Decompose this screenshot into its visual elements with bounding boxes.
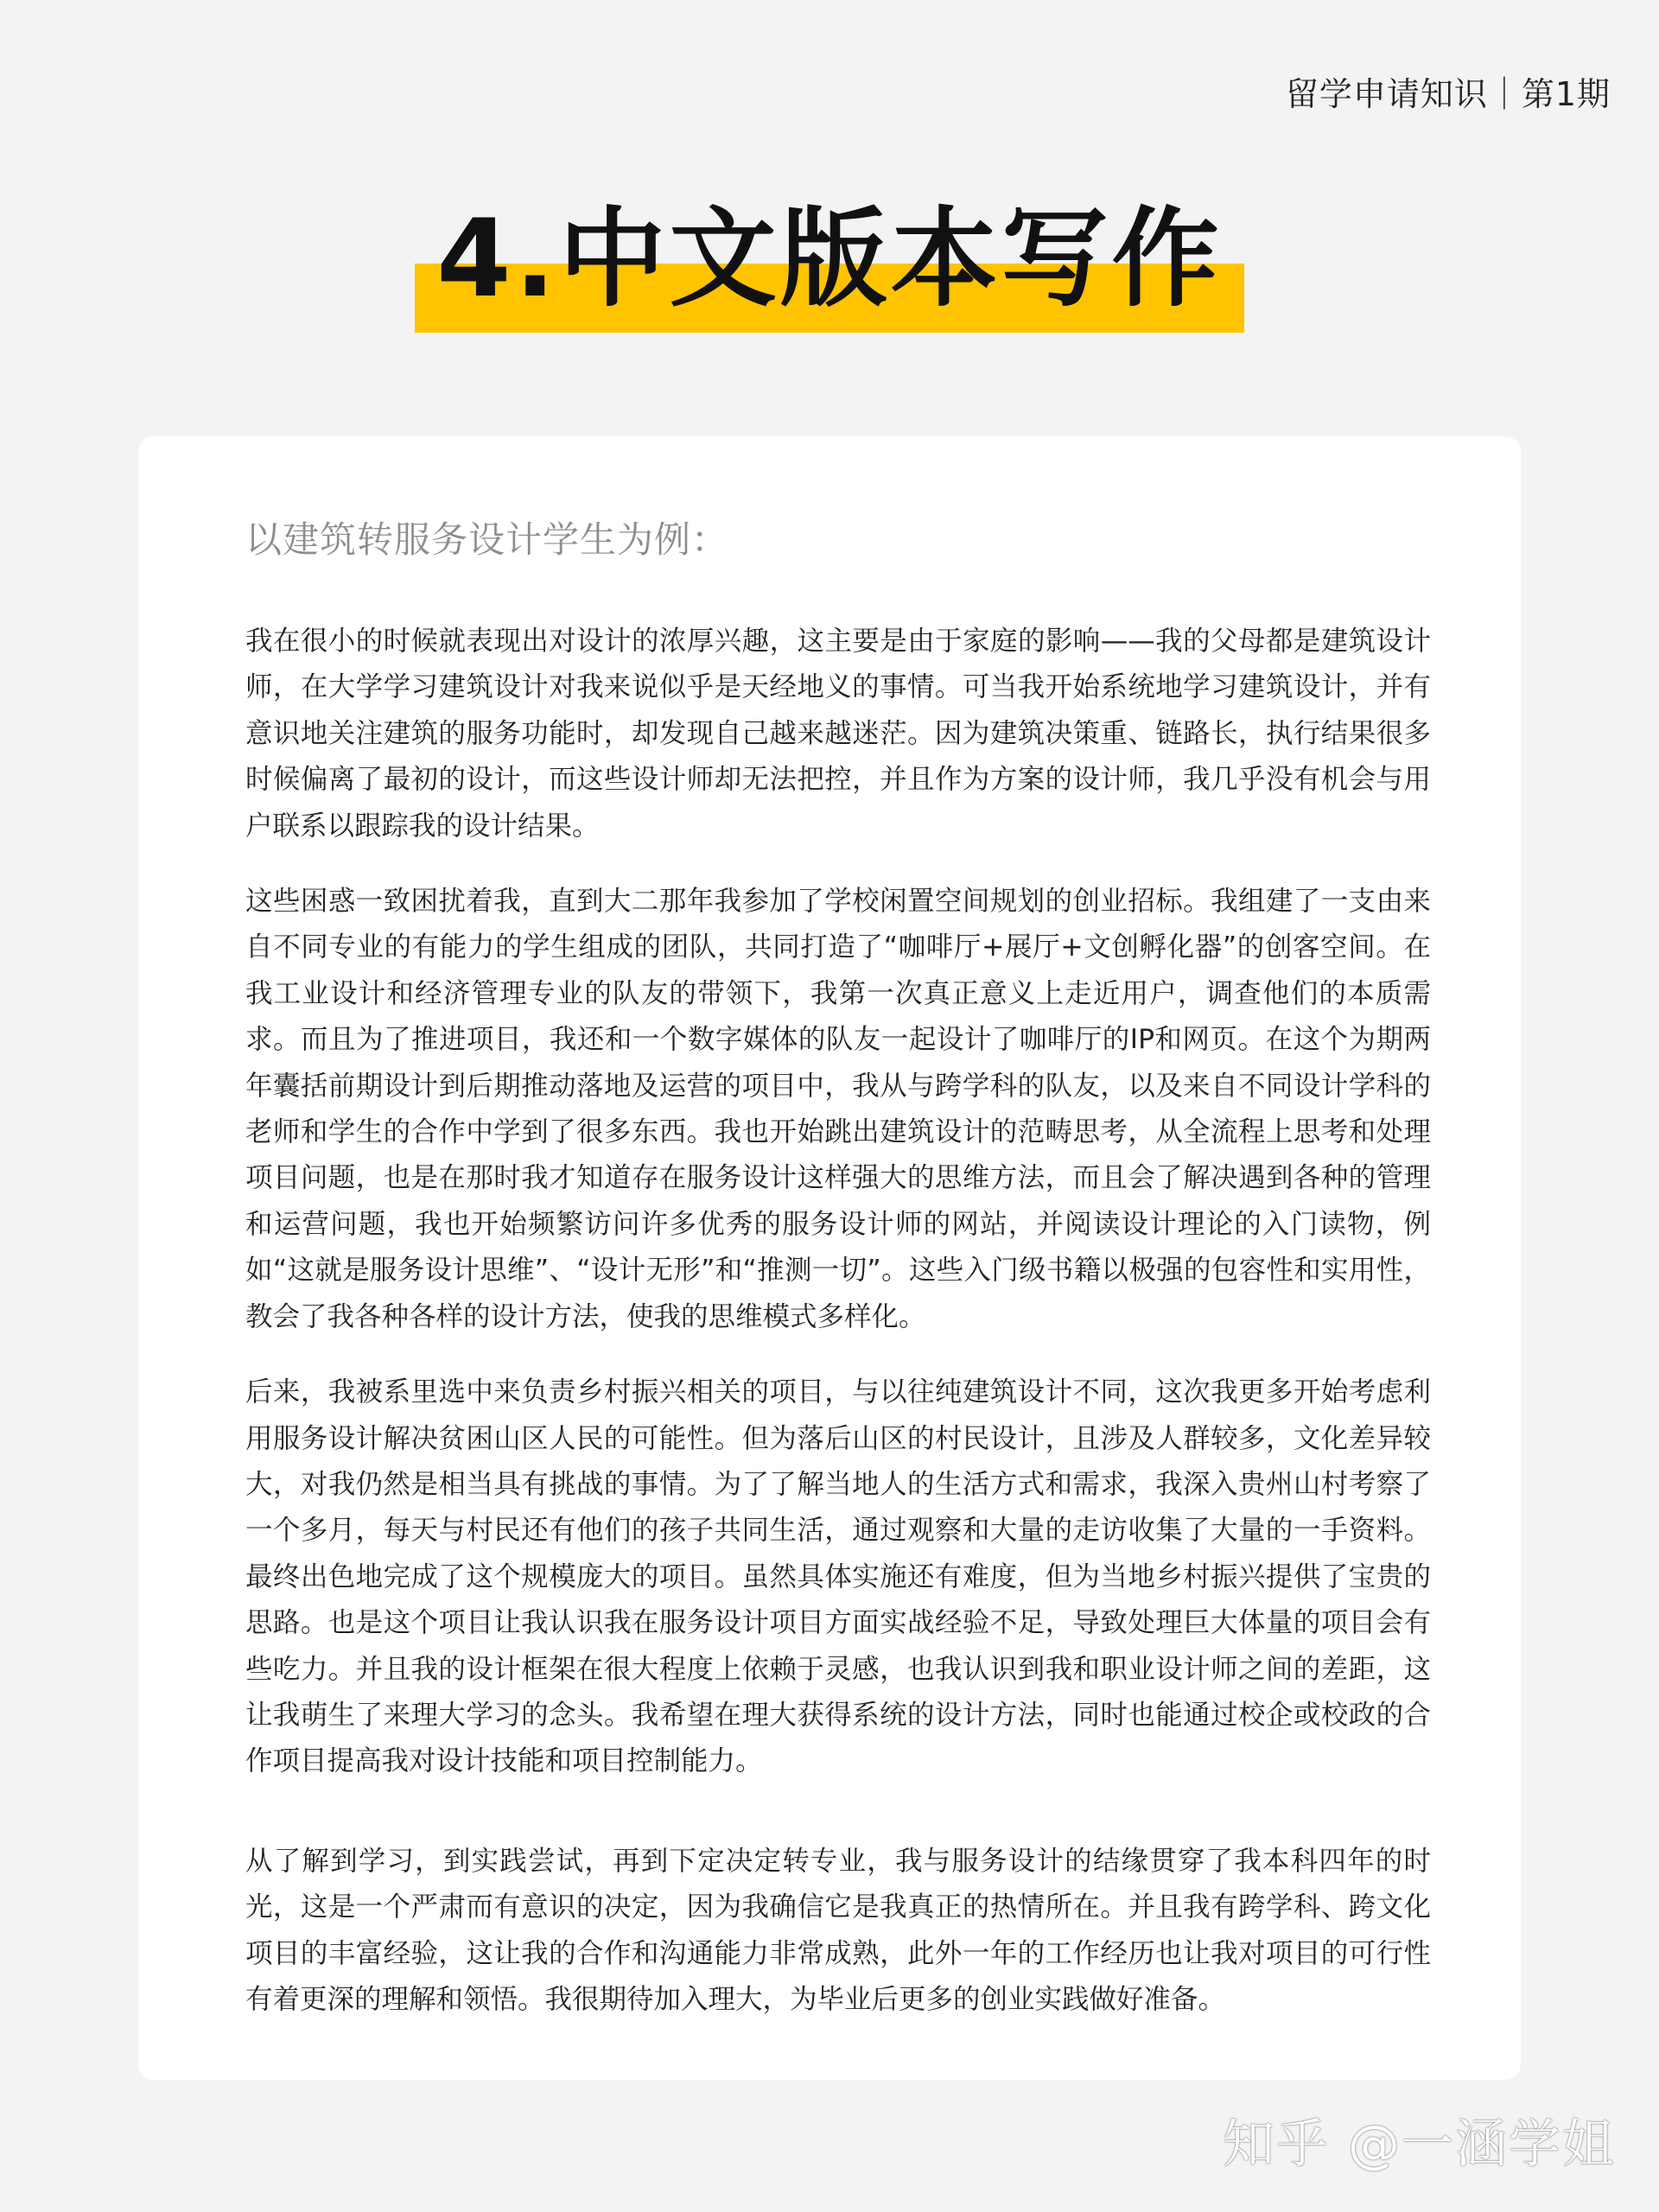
series-tag: 留学申请知识｜第1期 (1285, 75, 1611, 113)
paragraph-1: 我在很小的时候就表现出对设计的浓厚兴趣，这主要是由于家庭的影响——我的父母都是建筑设计师，在大学学习建筑设计对我来说似乎是天经地义的事情。可当我开始系统地学习建筑设计，并有意识地关注建筑的服务功能时，却发现自己越来越迷茫。因为建筑决策重、链路长，执行结果很多时候偏离了最初的设计，而这些设计师却无法把控，并且作为方案的设计师，我几乎没有机会与用户联系以跟踪我的设计结果。 (245, 626, 1431, 842)
card-body (245, 510, 1431, 2052)
content-card (138, 436, 1521, 2080)
page-title: 4.中文版本写作 (436, 197, 1223, 321)
paragraph-3: 后来，我被系里选中来负责乡村振兴相关的项目，与以往纯建筑设计不同，这次我更多开始考虑利用服务设计解决贫困山区人民的可能性。但为落后山区的村民设计，且涉及人群较多，文化差异较大，对我仍然是相当具有挑战的事情。为了了解当地人的生活方式和需求，我深入贵州山村考察了一个多月，每天与村民还有他们的孩子共同生活，通过观察和大量的走访收集了大量的一手资料。最终出色地完成了这个规模庞大的项目。虽然具体实施还有难度，但为当地乡村振兴提供了宝贵的思路。也是这个项目让我认识我在服务设计项目方面实战经验不足，导致处理巨大体量的项目会有些吃力。并且我的设计框架在很大程度上依赖于灵感，也我认识到我和职业设计师之间的差距，这让我萌生了来理大学习的念头。我希望在理大获得系统的设计方法，同时也能通过校企或校政的合作项目提高我对设计技能和项目控制能力。 (245, 1376, 1431, 1777)
title-block (415, 194, 1244, 333)
paragraph-2: 这些困惑一致困扰着我，直到大二那年我参加了学校闲置空间规划的创业招标。我组建了一支由来自不同专业的有能力的学生组成的团队，共同打造了“咖啡厅+展厅+文创孵化器”的创客空间。在我工业设计和经济管理专业的队友的带领下，我第一次真正意义上走近用户，调查他们的本质需求。而且为了推进项目，我还和一个数字媒体的队友一起设计了咖啡厅的IP和网页。在这个为期两年囊括前期设计到后期推动落地及运营的项目中，我从与跨学科的队友，以及来自不同设计学科的老师和学生的合作中学到了很多东西。我也开始跳出建筑设计的范畴思考，从全流程上思考和处理项目问题，也是在那时我才知道存在服务设计这样强大的思维方法，而且会了解决遇到各种的管理和运营问题，我也开始频繁访问许多优秀的服务设计师的网站，并阅读设计理论的入门读物，例如“这就是服务设计思维”、“设计无形”和“推测一切”。这些入门级书籍以极强的包容性和实用性，教会了我各种各样的设计方法，使我的思维模式多样化。 (245, 886, 1431, 1332)
zhihu-watermark: 知乎 @一涵学姐 (1222, 2114, 1616, 2175)
paragraph-4: 从了解到学习，到实践尝试，再到下定决定转专业，我与服务设计的结缘贯穿了我本科四年的时光，这是一个严肃而有意识的决定，因为我确信它是我真正的热情所在。并且我有跨学科、跨文化项目的丰富经验，这让我的合作和沟通能力非常成熟，此外一年的工作经历也让我对项目的可行性有着更深的理解和领悟。我很期待加入理大，为毕业后更多的创业实践做好准备。 (245, 1845, 1431, 2015)
intro-text: 以建筑转服务设计学生为例： (245, 518, 729, 561)
